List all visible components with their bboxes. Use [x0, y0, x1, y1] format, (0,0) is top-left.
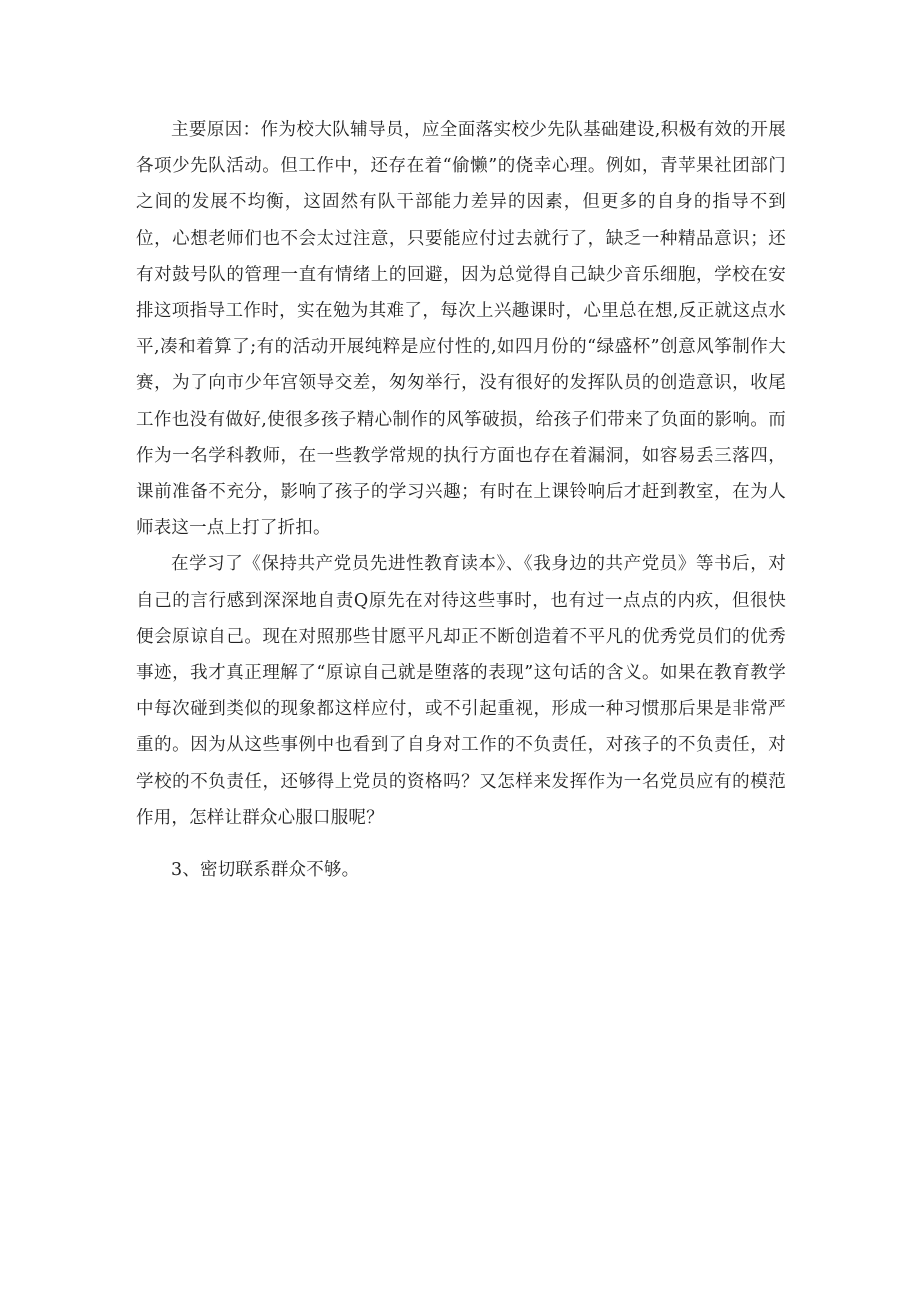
- section-heading-3: 3、密切联系群众不够。: [171, 860, 360, 881]
- document-body: [136, 112, 786, 888]
- paragraph-study-reflection: 在学习了《保持共产党员先进性教育读本》、《我身边的共产党员》等书后，对自己的言行感到深深地自责Q原先在对待这些事时，也有过一点点的内疚，但很快便会原谅自己。现在对照那些甘愿平凡却正不断创造着不平凡的优秀党员们的优秀事迹，我才真正理解了“原谅自己就是堕落的表现”这句话的含义。如果在教育教学中每次碰到类似的现象都这样应付，或不引起重视，形成一种习惯那后果是非常严重的。因为从这些事例中也看到了自身对工作的不负责任，对孩子的不负责任，对学校的不负责任，还够得上党员的资格吗？又怎样来发挥作为一名党员应有的模范作用，怎样让群众心服口服呢？: [136, 554, 786, 828]
- paragraph-main-reasons: 主要原因：作为校大队辅导员，应全面落实校少先队基础建设,积极有效的开展各项少先队活动。但工作中，还存在着“偷懒”的侥幸心理。例如，青苹果社团部门之间的发展不均衡，这固然有队干部能力差异的因素，但更多的自身的指导不到位，心想老师们也不会太过注意，只要能应付过去就行了，缺乏一种精品意识；还有对鼓号队的管理一直有情绪上的回避，因为总觉得自己缺少音乐细胞，学校在安排这项指导工作时，实在勉为其难了，每次上兴趣课时，心里总在想,反正就这点水平,凑和着算了;有的活动开展纯粹是应付性的,如四月份的“绿盛杯”创意风筝制作大赛，为了向市少年宫领导交差，匆匆举行，没有很好的发挥队员的创造意识，收尾工作也没有做好,使很多孩子精心制作的风筝破损，给孩子们带来了负面的影响。而作为一名学科教师，在一些教学常规的执行方面也存在着漏洞，如容易丢三落四，课前准备不充分，影响了孩子的学习兴趣；有时在上课铃响后才赶到教室，在为人师表这一点上打了折扣。: [136, 120, 786, 539]
